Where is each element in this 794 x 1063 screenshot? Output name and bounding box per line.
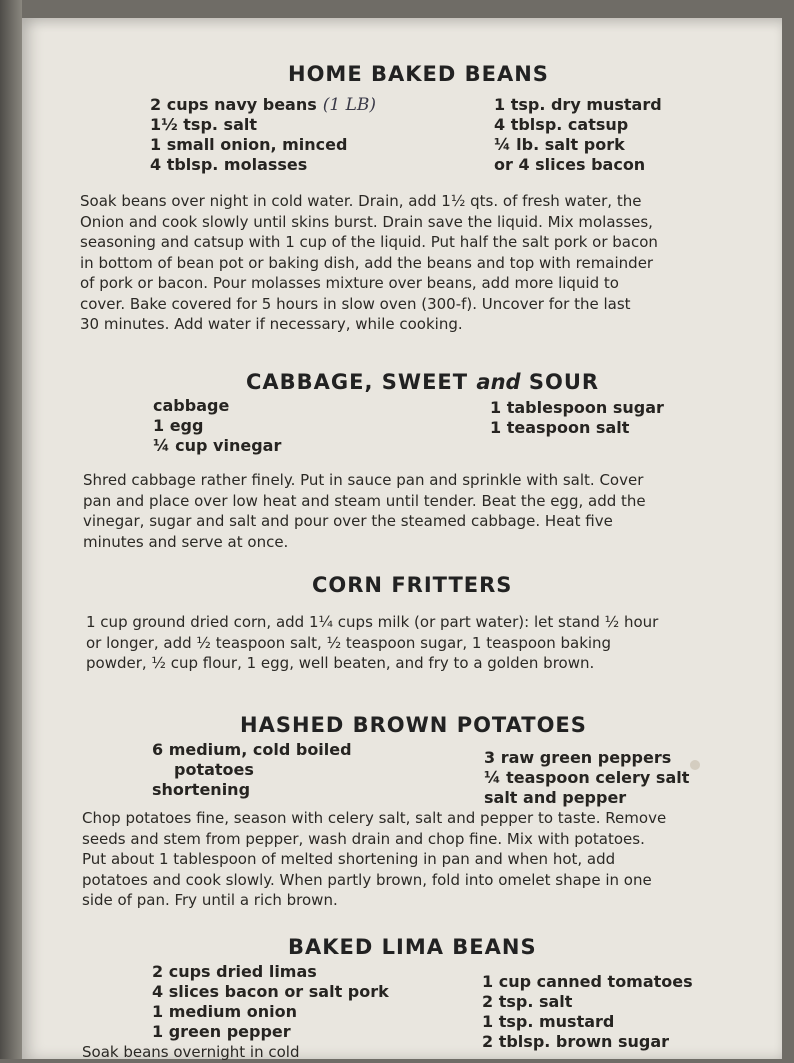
- directions-cabbage: [83, 470, 755, 552]
- ingredients-left-lima-beans: [152, 962, 389, 1042]
- ingredients-right-home-baked-beans: [494, 95, 662, 175]
- ingredient: 1 teaspoon salt: [490, 418, 630, 437]
- ingredient: 4 tblsp. catsup: [494, 115, 629, 134]
- ingredients-right-cabbage: [490, 398, 664, 438]
- direction-line: minutes and serve at once.: [83, 532, 289, 551]
- ingredient: ¼ cup vinegar: [153, 436, 282, 455]
- direction-line: of pork or bacon. Pour molasses mixture over beans, add more liquid to: [80, 274, 619, 292]
- ingredient: 4 tblsp. molasses: [150, 155, 308, 174]
- ingredient: salt and pepper: [484, 788, 627, 807]
- direction-line: Chop potatoes fine, season with celery salt, salt and pepper to taste. Remove: [82, 809, 667, 827]
- ingredient: 2 tblsp. brown sugar: [482, 1032, 670, 1051]
- direction-line: in bottom of bean pot or baking dish, add the beans and top with remainder: [80, 253, 654, 272]
- directions-lima-beans: [82, 1042, 482, 1063]
- ingredient: ¼ teaspoon celery salt: [484, 768, 690, 787]
- direction-line: Soak beans overnight in cold: [82, 1043, 300, 1061]
- ingredient: 1 tsp. dry mustard: [494, 95, 662, 114]
- direction-line: Shred cabbage rather finely. Put in sauce pan and sprinkle with salt. Cover: [83, 471, 644, 489]
- ingredient: 3 raw green peppers: [484, 748, 672, 767]
- ingredients-left-cabbage: [153, 396, 281, 456]
- direction-line: 30 minutes. Add water if necessary, while cooking.: [80, 315, 463, 333]
- direction-line: seasoning and catsup with 1 cup of the liquid. Put half the salt pork or bacon: [80, 233, 658, 251]
- ingredient: 1 small onion, minced: [150, 135, 348, 154]
- ingredient: 4 slices bacon or salt pork: [152, 982, 389, 1001]
- direction-line: powder, ½ cup flour, 1 egg, well beaten, and fry to a golden brown.: [86, 654, 595, 672]
- directions-home-baked-beans: [80, 191, 760, 335]
- ingredients-left-home-baked-beans: [150, 95, 376, 175]
- ingredient: 6 medium, cold boiled: [152, 740, 352, 759]
- ingredient: shortening: [152, 780, 251, 799]
- direction-line: Onion and cook slowly until skins burst. Drain save the liquid. Mix molasses,: [80, 212, 653, 231]
- ingredient: 1 cup canned tomatoes: [482, 972, 693, 991]
- ingredient: potatoes: [174, 760, 254, 779]
- ingredient: or 4 slices bacon: [494, 155, 646, 174]
- recipe-title-corn-fritters: CORN FRITTERS: [312, 573, 513, 597]
- directions-hashed-brown: [82, 808, 748, 911]
- direction-line: vinegar, sugar and salt and pour over the steamed cabbage. Heat five: [83, 512, 613, 530]
- recipe-title-cabbage-sweet-and-sour: CABBAGE, SWEET and SOUR: [246, 370, 600, 394]
- ingredient: ¼ lb. salt pork: [494, 135, 625, 154]
- recipe-title-baked-lima-beans: BAKED LIMA BEANS: [288, 935, 537, 959]
- ingredient: 2 cups navy beans: [150, 95, 317, 114]
- handwritten-note: (1 LB): [322, 95, 377, 115]
- paper-stain: [690, 760, 700, 770]
- book-spine: [0, 0, 22, 1059]
- ingredients-left-hashed-brown: [152, 740, 352, 800]
- ingredient: 1½ tsp. salt: [150, 115, 257, 134]
- ingredient: 1 green pepper: [152, 1022, 291, 1041]
- recipe-title-home-baked-beans: HOME BAKED BEANS: [288, 62, 549, 86]
- direction-line: Put about 1 tablespoon of melted shortening in pan and when hot, add: [82, 850, 616, 868]
- direction-line: potatoes and cook slowly. When partly brown, fold into omelet shape in one: [82, 870, 652, 889]
- direction-line: 1 cup ground dried corn, add 1¼ cups milk (or part water): let stand ½ hour: [86, 613, 659, 631]
- ingredient: cabbage: [153, 396, 230, 415]
- direction-line: pan and place over low heat and steam until tender. Beat the egg, add the: [83, 491, 646, 510]
- ingredient: 1 tablespoon sugar: [490, 398, 664, 417]
- ingredients-right-lima-beans: [482, 972, 693, 1052]
- recipe-title-hashed-brown-potatoes: HASHED BROWN POTATOES: [240, 713, 587, 737]
- ingredient: 2 cups dried limas: [152, 962, 317, 981]
- direction-line: side of pan. Fry until a rich brown.: [82, 891, 338, 909]
- direction-line: seeds and stem from pepper, wash drain and chop fine. Mix with potatoes.: [82, 829, 645, 848]
- ingredient: 1 egg: [153, 416, 204, 435]
- direction-line: or longer, add ½ teaspoon salt, ½ teaspoon sugar, 1 teaspoon baking: [86, 633, 612, 652]
- ingredient: 1 medium onion: [152, 1002, 298, 1021]
- ingredients-right-hashed-brown: [484, 748, 689, 808]
- direction-line: Soak beans over night in cold water. Drain, add 1½ qts. of fresh water, the: [80, 192, 642, 210]
- ingredient: 2 tsp. salt: [482, 992, 573, 1011]
- directions-corn-fritters: [86, 612, 754, 674]
- ingredient: 1 tsp. mustard: [482, 1012, 615, 1031]
- direction-line: cover. Bake covered for 5 hours in slow oven (300-f). Uncover for the last: [80, 294, 631, 313]
